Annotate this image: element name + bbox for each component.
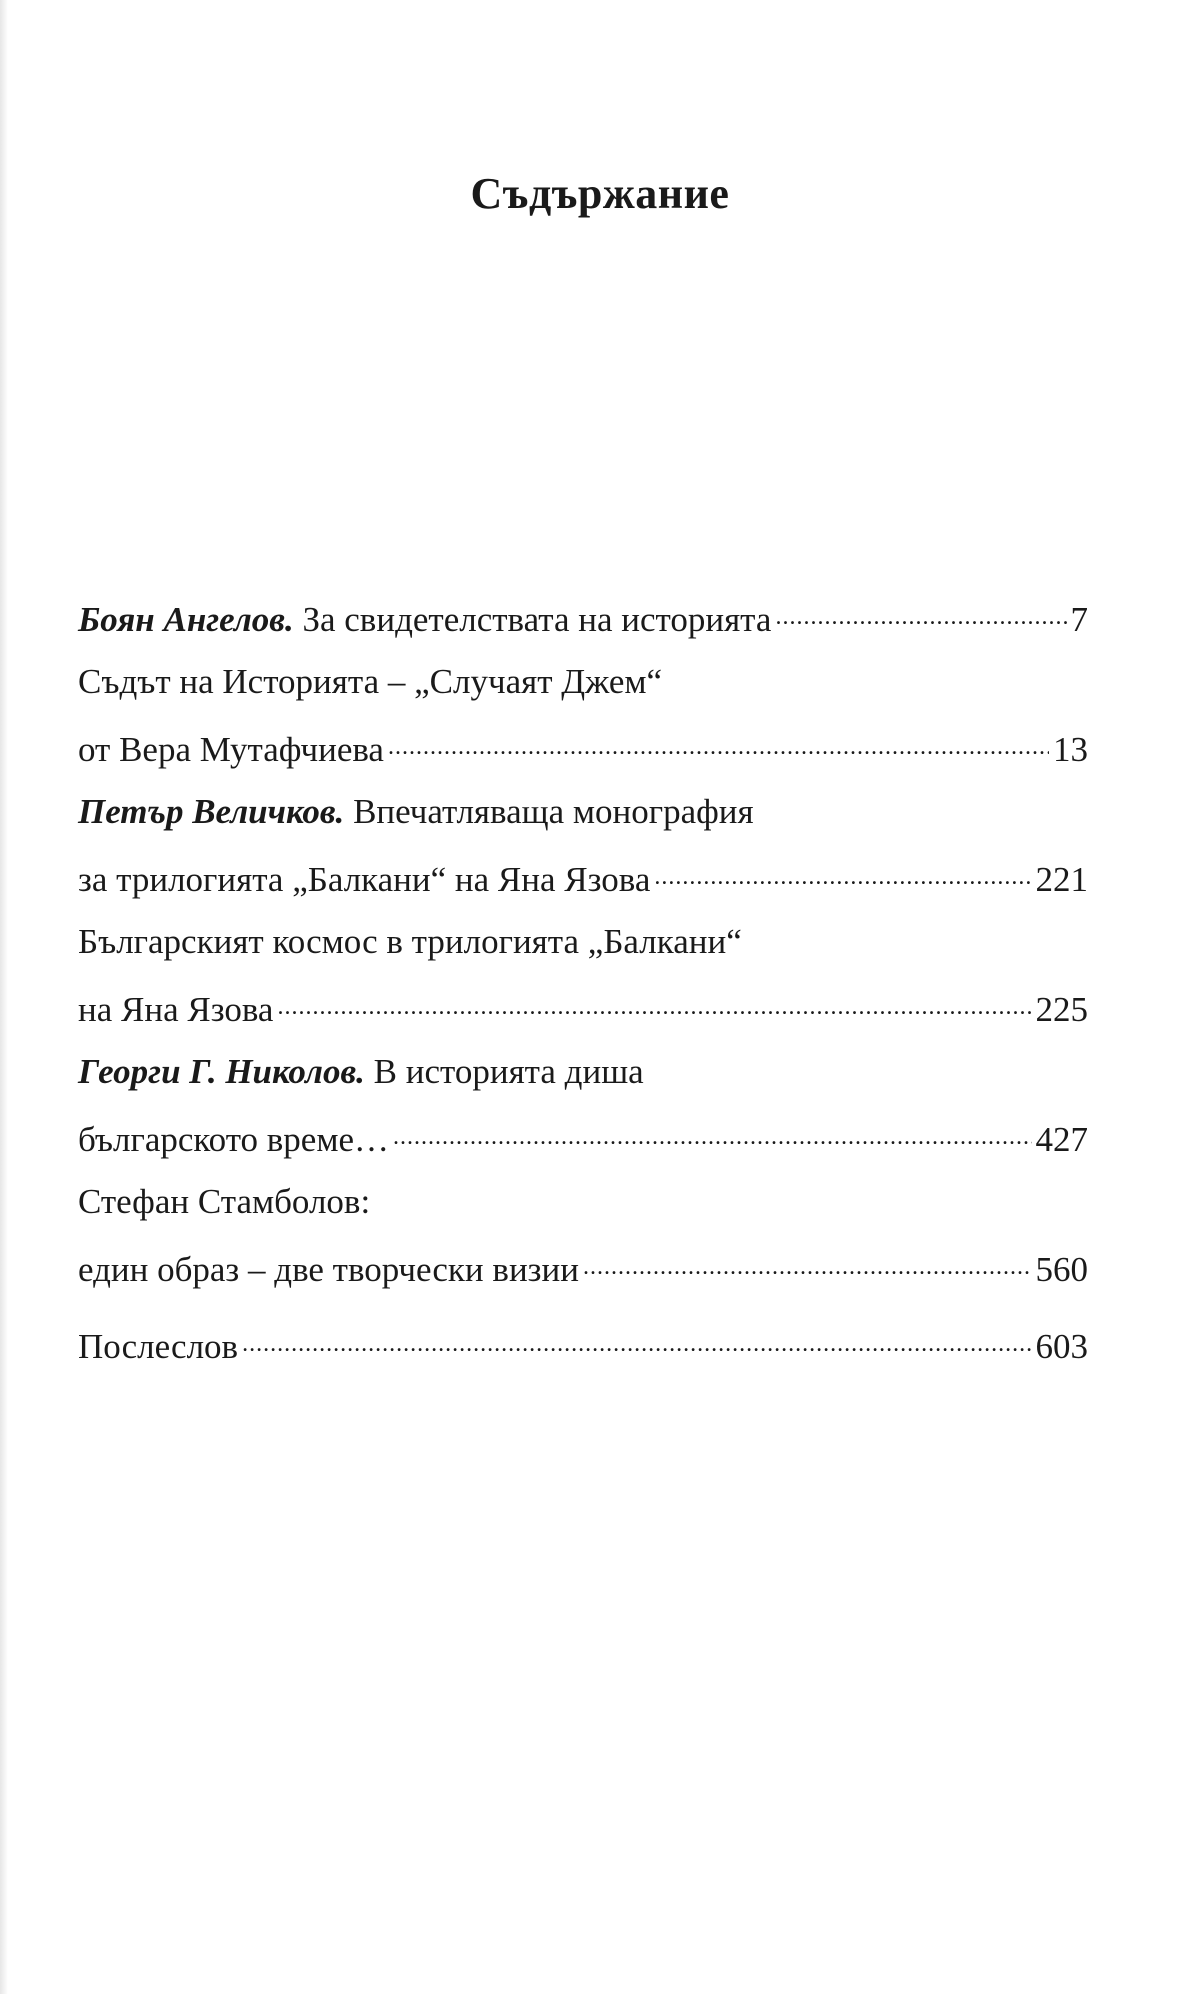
toc-entry bbox=[78, 1305, 1088, 1373]
toc-entry-line bbox=[78, 838, 1088, 906]
toc-entry-title: на Яна Язова bbox=[78, 990, 274, 1029]
toc-entry bbox=[78, 1175, 1088, 1296]
toc-entry-title-line: Стефан Стамболов: bbox=[78, 1182, 371, 1221]
toc-entry-line bbox=[78, 1305, 1088, 1373]
dot-leader bbox=[277, 968, 1031, 1021]
dot-leader bbox=[775, 578, 1066, 631]
toc-entry-title: един образ – две творчески визии bbox=[78, 1250, 579, 1289]
toc-entry-title: За свидетелствата на историята bbox=[302, 600, 772, 639]
toc-page-number: 13 bbox=[1053, 730, 1088, 769]
dot-leader bbox=[583, 1228, 1032, 1281]
toc-entry-line bbox=[78, 578, 1088, 646]
toc-entry-line bbox=[78, 708, 1088, 776]
dot-leader bbox=[393, 1098, 1031, 1151]
toc-entry-title: за трилогията „Балкани“ на Яна Язова bbox=[78, 860, 651, 899]
dot-leader bbox=[388, 708, 1049, 761]
toc-entry-text bbox=[78, 593, 771, 646]
toc-page-number: 221 bbox=[1035, 860, 1088, 899]
toc-entry-title: българското време… bbox=[78, 1120, 390, 1159]
dot-leader bbox=[242, 1305, 1031, 1358]
toc-entry bbox=[78, 655, 1088, 776]
toc-entry-line bbox=[78, 1228, 1088, 1296]
toc-entry-title: В историята диша bbox=[373, 1052, 644, 1091]
toc-entry-line bbox=[78, 1098, 1088, 1166]
dot-leader bbox=[654, 838, 1031, 891]
scan-edge bbox=[0, 0, 8, 1994]
toc-entry-line bbox=[78, 968, 1088, 1036]
toc-entry-author: Боян Ангелов. bbox=[78, 600, 294, 639]
toc-entry-title-line bbox=[78, 1045, 1088, 1098]
toc-entry-title: Послеслов bbox=[78, 1327, 239, 1366]
toc-page-number: 603 bbox=[1035, 1327, 1088, 1366]
toc-page-number: 225 bbox=[1035, 990, 1088, 1029]
page-title: Съдържание bbox=[470, 169, 730, 218]
toc-entry-title: от Вера Мутафчиева bbox=[78, 730, 384, 769]
toc-entry-author: Петър Величков. bbox=[78, 792, 345, 831]
toc-entry bbox=[78, 785, 1088, 906]
toc-entry-title-line bbox=[78, 785, 1088, 838]
toc-entry-author: Георги Г. Николов. bbox=[78, 1052, 365, 1091]
toc-entry bbox=[78, 578, 1088, 646]
toc-entry bbox=[78, 915, 1088, 1036]
toc-entry-title: Впечатляваща монография bbox=[353, 792, 754, 831]
toc-page-number: 427 bbox=[1035, 1120, 1088, 1159]
toc-entry bbox=[78, 1045, 1088, 1166]
toc-page-number: 560 bbox=[1035, 1250, 1088, 1289]
toc-page-number: 7 bbox=[1070, 600, 1088, 639]
toc-entry-title-line: Съдът на Историята – „Случаят Джем“ bbox=[78, 662, 663, 701]
toc-entry-title-line: Българският космос в трилогията „Балкани“ bbox=[78, 922, 742, 961]
table-of-contents bbox=[78, 578, 1088, 1382]
